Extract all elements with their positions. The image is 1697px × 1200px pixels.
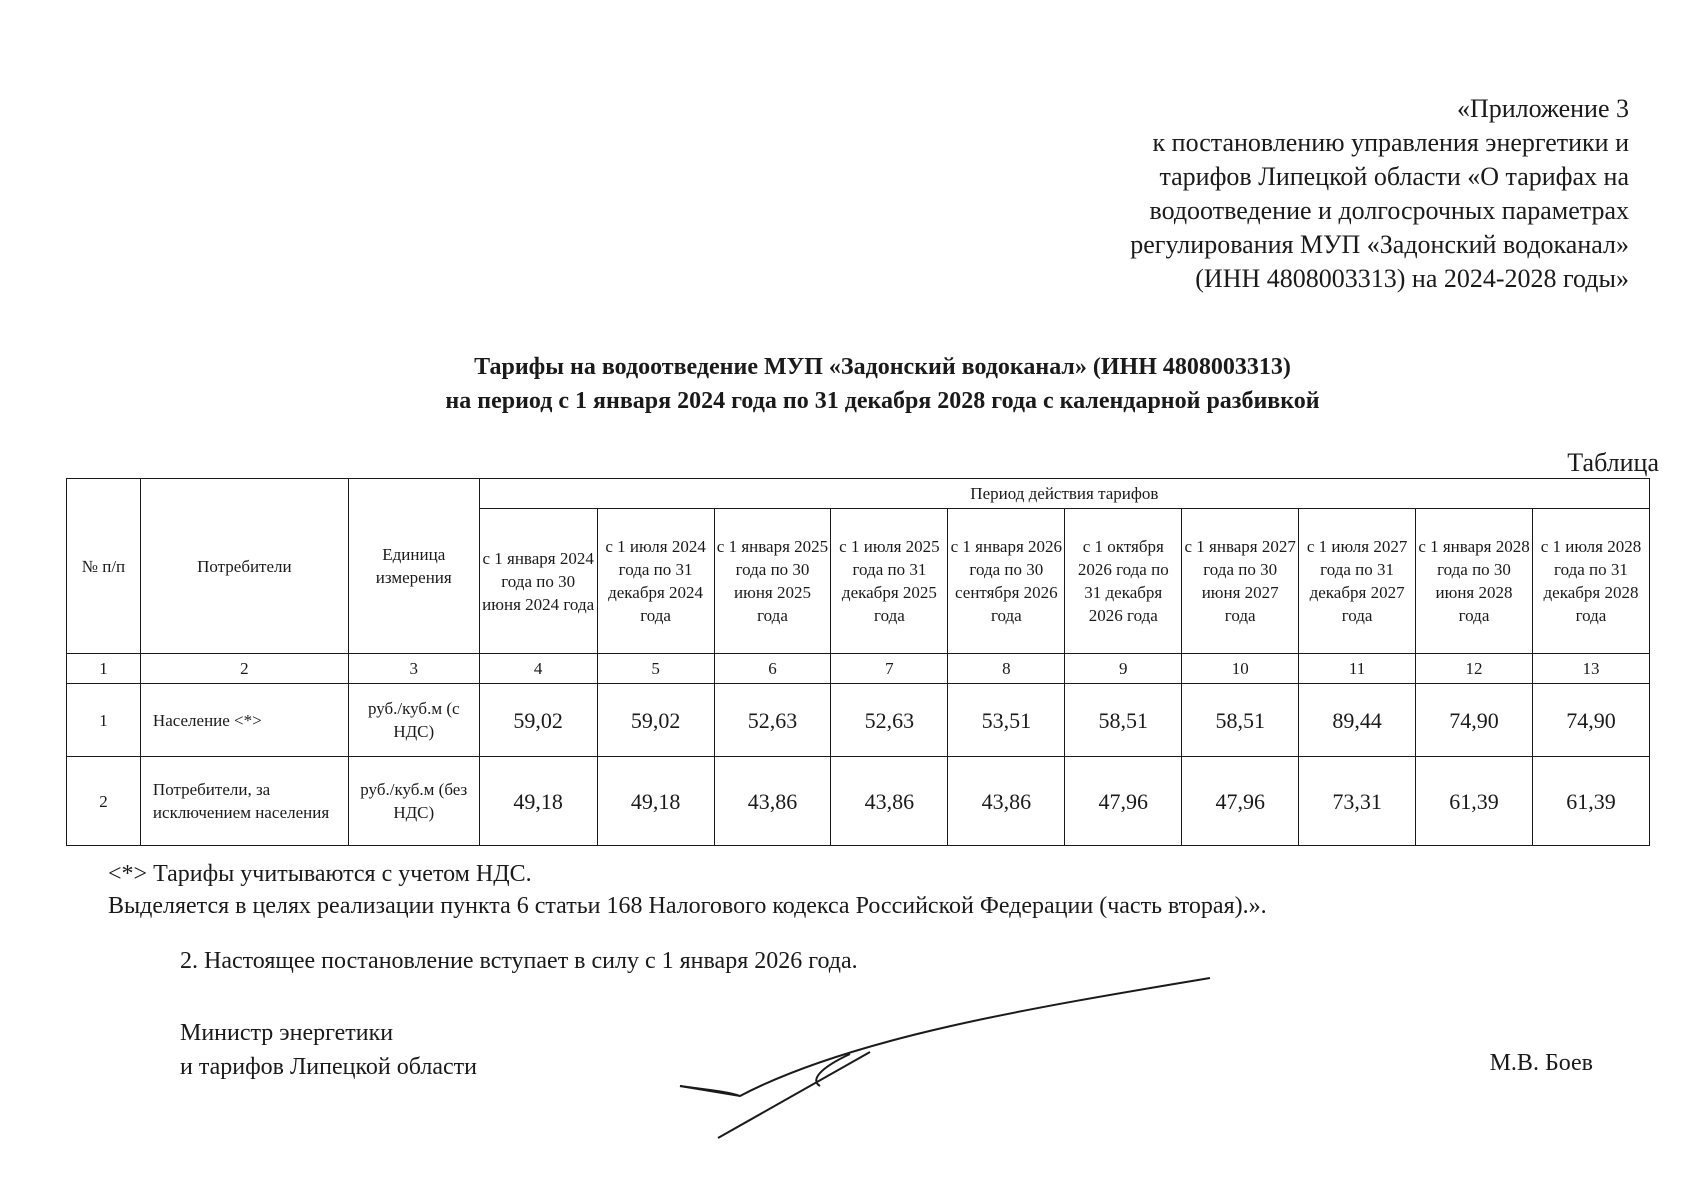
column-number: 3 (348, 654, 479, 684)
appendix-line: к постановлению управления энергетики и (1152, 128, 1629, 157)
period-header: с 1 января 2028 года по 30 июня 2028 года (1416, 509, 1533, 654)
header-num: № п/п (67, 479, 141, 654)
column-number-row (67, 654, 1650, 684)
row-num: 1 (67, 684, 141, 757)
column-number: 12 (1416, 654, 1533, 684)
tariff-value: 61,39 (1532, 757, 1649, 846)
header-unit: Единица измерения (348, 479, 479, 654)
period-header: с 1 января 2027 года по 30 июня 2027 года (1182, 509, 1299, 654)
tariff-value: 59,02 (597, 684, 714, 757)
appendix-line: «Приложение 3 (1456, 94, 1629, 123)
column-number: 7 (831, 654, 948, 684)
tariff-value: 49,18 (479, 757, 597, 846)
tariff-value: 59,02 (479, 684, 597, 757)
tariff-value: 49,18 (597, 757, 714, 846)
tariff-value: 43,86 (714, 757, 831, 846)
signature-stroke (680, 978, 1210, 1096)
row-consumer: Потребители, за исключением населения (140, 757, 348, 846)
column-number: 1 (67, 654, 141, 684)
column-number: 2 (140, 654, 348, 684)
minister-title-line-2: и тарифов Липецкой области (180, 1054, 477, 1080)
row-unit: руб./куб.м (с НДС) (348, 684, 479, 757)
tariff-value: 58,51 (1065, 684, 1182, 757)
column-number: 10 (1182, 654, 1299, 684)
column-number: 11 (1299, 654, 1416, 684)
tariff-table (66, 478, 1650, 846)
tariff-value: 74,90 (1532, 684, 1649, 757)
appendix-line: тарифов Липецкой области «О тарифах на (1159, 162, 1629, 191)
table-row (67, 684, 1650, 757)
column-number: 6 (714, 654, 831, 684)
document-title (0, 350, 1697, 418)
tariff-value: 43,86 (831, 757, 948, 846)
minister-title-line-1: Министр энергетики (180, 1020, 394, 1046)
tariff-value: 89,44 (1299, 684, 1416, 757)
header-consumers: Потребители (140, 479, 348, 654)
appendix-line: регулирования МУП «Задонский водоканал» (1130, 230, 1629, 259)
row-consumer: Население <*> (140, 684, 348, 757)
table-row (67, 757, 1650, 846)
table-label: Таблица (1567, 448, 1659, 477)
title-line-2: на период с 1 января 2024 года по 31 декабря 2028 года с календарной разбивкой (445, 388, 1320, 414)
column-number: 8 (948, 654, 1065, 684)
tariff-value: 58,51 (1182, 684, 1299, 757)
footnote-tax-code: Выделяется в целях реализации пункта 6 статьи 168 Налогового кодекса Российской Федерации (часть вторая).». (108, 893, 1267, 919)
tariff-value: 61,39 (1416, 757, 1533, 846)
appendix-line: водоотведение и долгосрочных параметрах (1149, 196, 1629, 225)
tariff-value: 74,90 (1416, 684, 1533, 757)
tariff-value: 53,51 (948, 684, 1065, 757)
signature-mark (670, 968, 1230, 1148)
period-header: с 1 января 2024 года по 30 июня 2024 года (479, 509, 597, 654)
period-header: с 1 октября 2026 года по 31 декабря 2026 года (1065, 509, 1182, 654)
period-header: с 1 января 2025 года по 30 июня 2025 года (714, 509, 831, 654)
tariff-value: 43,86 (948, 757, 1065, 846)
row-num: 2 (67, 757, 141, 846)
period-header: с 1 июля 2025 года по 31 декабря 2025 года (831, 509, 948, 654)
tariff-value: 73,31 (1299, 757, 1416, 846)
column-number: 5 (597, 654, 714, 684)
minister-title (180, 1016, 477, 1084)
column-number: 4 (479, 654, 597, 684)
period-header: с 1 января 2026 года по 30 сентября 2026 года (948, 509, 1065, 654)
footnote-vat: <*> Тарифы учитываются с учетом НДС. (108, 861, 532, 887)
column-number: 9 (1065, 654, 1182, 684)
header-period-group: Период действия тарифов (479, 479, 1649, 509)
appendix-header (1130, 92, 1629, 296)
effective-date-clause: 2. Настоящее постановление вступает в силу с 1 января 2026 года. (180, 948, 858, 974)
tariff-value: 47,96 (1182, 757, 1299, 846)
period-header: с 1 июля 2024 года по 31 декабря 2024 года (597, 509, 714, 654)
signer-name: М.В. Боев (1489, 1050, 1593, 1076)
title-line-1: Тарифы на водоотведение МУП «Задонский водоканал» (ИНН 4808003313) (474, 354, 1291, 380)
period-header: с 1 июля 2027 года по 31 декабря 2027 года (1299, 509, 1416, 654)
row-unit: руб./куб.м (без НДС) (348, 757, 479, 846)
period-header: с 1 июля 2028 года по 31 декабря 2028 года (1532, 509, 1649, 654)
tariff-value: 52,63 (714, 684, 831, 757)
footnotes (108, 858, 1267, 922)
tariff-value: 52,63 (831, 684, 948, 757)
column-number: 13 (1532, 654, 1649, 684)
signature-stroke (680, 1086, 740, 1096)
tariff-value: 47,96 (1065, 757, 1182, 846)
appendix-line: (ИНН 4808003313) на 2024-2028 годы» (1195, 264, 1629, 293)
